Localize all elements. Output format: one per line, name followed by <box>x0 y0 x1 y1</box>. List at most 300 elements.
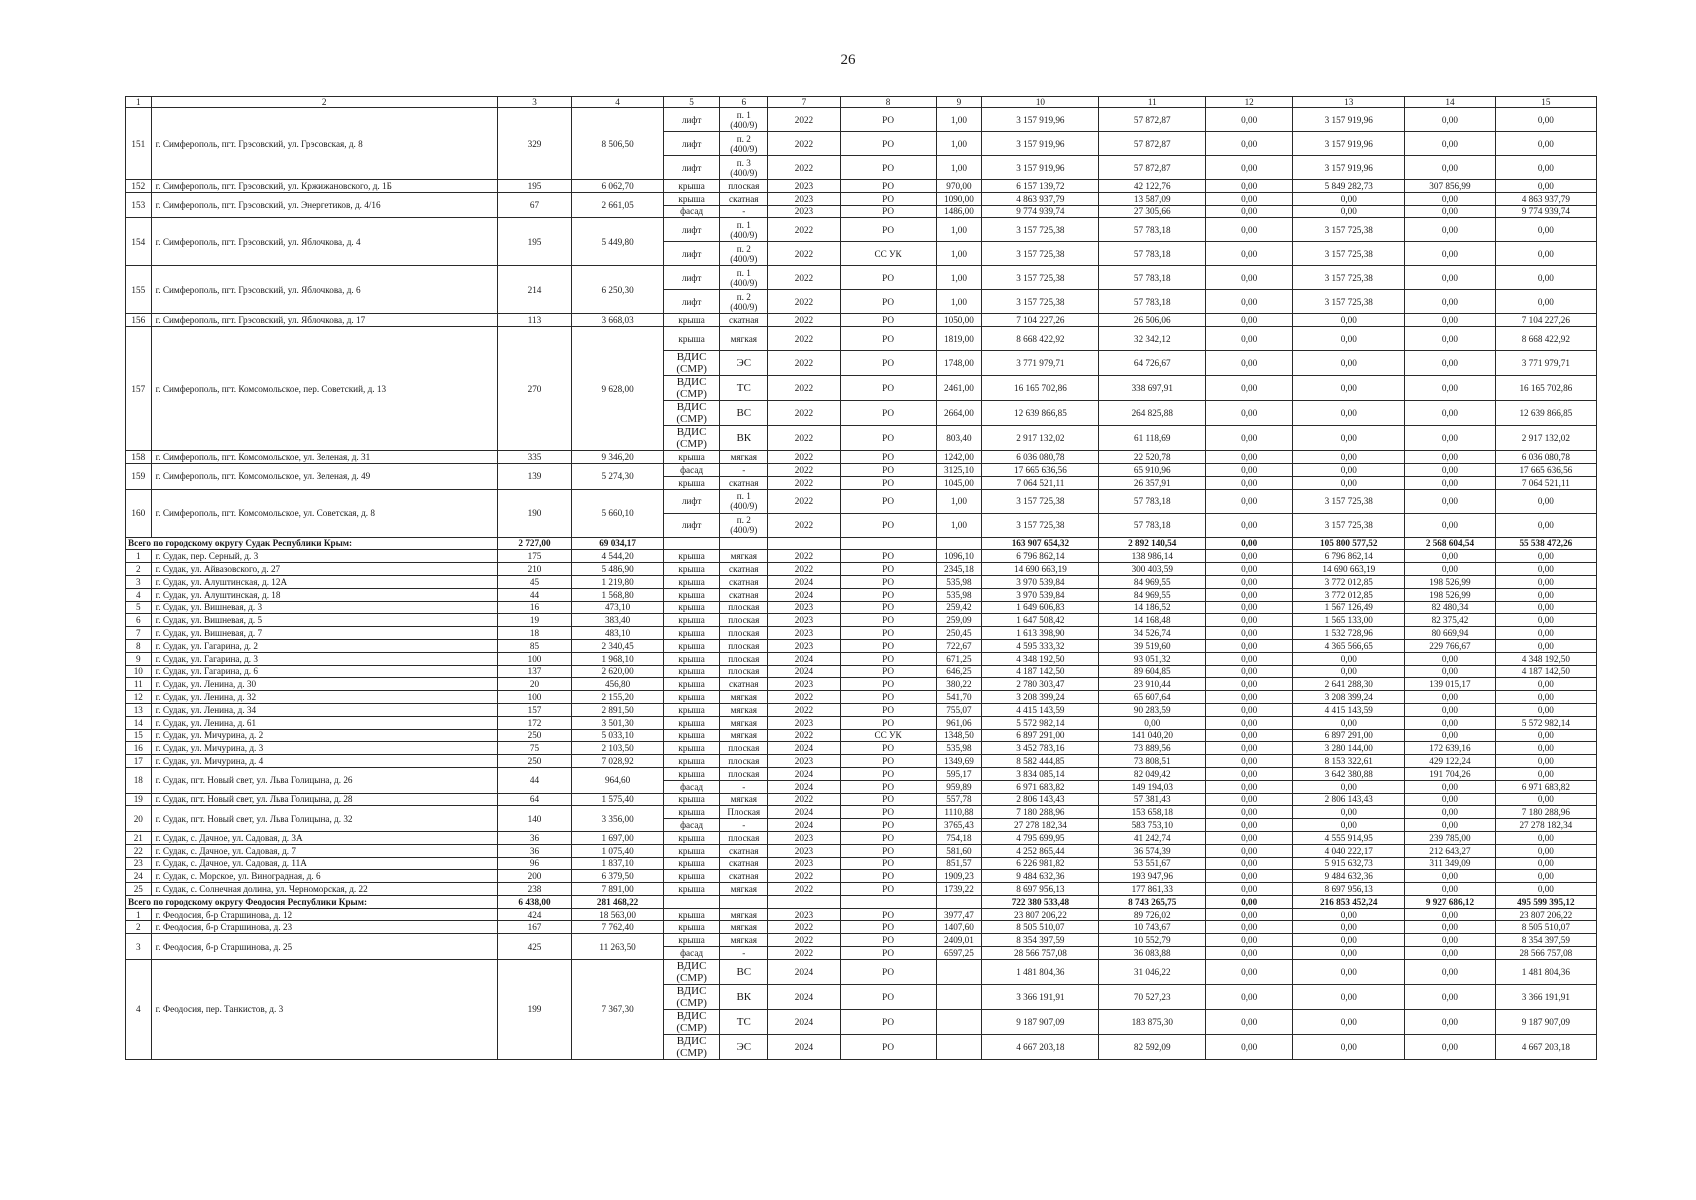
table-cell: 13 <box>126 703 152 716</box>
table-cell: РО <box>840 639 936 652</box>
table-cell: 2023 <box>768 844 840 857</box>
table-cell: 0,00 <box>1405 1034 1496 1059</box>
table-cell: 1 <box>126 550 152 563</box>
table-cell: 3 157 919,96 <box>1293 108 1405 132</box>
table-cell: 0,00 <box>1293 451 1405 464</box>
table-cell: 0,00 <box>1495 563 1596 576</box>
table-cell: РО <box>840 806 936 819</box>
table-cell: 0,00 <box>1206 627 1293 640</box>
table-cell: 335 <box>497 451 572 464</box>
table-cell: 2023 <box>768 857 840 870</box>
table-cell: 0,00 <box>1206 780 1293 793</box>
table-cell: 2022 <box>768 314 840 327</box>
table-cell: 2022 <box>768 376 840 401</box>
column-number-row <box>126 97 1597 108</box>
table-cell: 57 783,18 <box>1099 218 1206 242</box>
table-cell: г. Симферополь, пгт. Грэсовский, ул. Энергетиков, д. 4/16 <box>151 192 497 218</box>
table-cell: 8 505 510,07 <box>982 921 1099 934</box>
table-cell: п. 1 (400/9) <box>720 266 768 290</box>
table-cell: ВДИС (СМР) <box>663 401 719 426</box>
table-cell: РО <box>840 376 936 401</box>
table-cell: 139 <box>497 463 572 489</box>
district-total-label: Всего по городскому округу Судак Республики Крым: <box>126 537 498 550</box>
table-cell: 14 186,52 <box>1099 601 1206 614</box>
table-cell: г. Симферополь, пгт. Комсомольское, ул. Зеленая, д. 49 <box>151 463 497 489</box>
table-cell: 154 <box>126 218 152 266</box>
table-cell: 158 <box>126 451 152 464</box>
table-cell: 5 <box>126 601 152 614</box>
table-cell: 0,00 <box>1206 819 1293 832</box>
table-cell: 2 641 288,30 <box>1293 678 1405 691</box>
table-cell: крыша <box>663 639 719 652</box>
table-cell: РО <box>840 401 936 426</box>
table-cell: 57 381,43 <box>1099 793 1206 806</box>
table-cell: скатная <box>720 314 768 327</box>
table-cell: 1348,50 <box>936 729 982 742</box>
table-cell: 2 806 143,43 <box>982 793 1099 806</box>
table-cell: 0,00 <box>1206 755 1293 768</box>
table-cell: 754,18 <box>936 831 982 844</box>
table-cell: ТС <box>720 1009 768 1034</box>
table-cell: РО <box>840 908 936 921</box>
table-cell: 3 642 380,88 <box>1293 767 1405 780</box>
table-cell: 36 <box>497 844 572 857</box>
table-cell: 9 484 632,36 <box>982 870 1099 883</box>
table-cell: 8 697 956,13 <box>982 883 1099 896</box>
table-cell: 2024 <box>768 959 840 984</box>
table-cell: 4 <box>126 588 152 601</box>
table-cell: 45 <box>497 575 572 588</box>
table-cell <box>936 1009 982 1034</box>
table-cell: 20 <box>126 806 152 832</box>
table-cell: 139 015,17 <box>1405 678 1496 691</box>
table-cell: 270 <box>497 327 572 451</box>
table-cell: 0,00 <box>1495 266 1596 290</box>
table-cell: 8 668 422,92 <box>1495 327 1596 351</box>
table-cell: 1,00 <box>936 290 982 314</box>
table-cell: 2022 <box>768 218 840 242</box>
table-cell: 82 375,42 <box>1405 614 1496 627</box>
table-cell: 2022 <box>768 401 840 426</box>
capital-repair-table <box>125 96 1597 1060</box>
table-cell: 0,00 <box>1405 401 1496 426</box>
table-cell: 3 157 725,38 <box>982 218 1099 242</box>
table-cell: 27 305,66 <box>1099 205 1206 218</box>
table-cell: 100 <box>497 652 572 665</box>
table-cell: 0,00 <box>1495 755 1596 768</box>
table-cell: 9 628,00 <box>572 327 664 451</box>
table-cell: 0,00 <box>1495 614 1596 627</box>
table-cell: 4 187 142,50 <box>982 665 1099 678</box>
table-cell: 0,00 <box>1206 691 1293 704</box>
table-cell: 1242,00 <box>936 451 982 464</box>
table-cell: мягкая <box>720 327 768 351</box>
table-cell: 8 153 322,61 <box>1293 755 1405 768</box>
table-cell: РО <box>840 550 936 563</box>
total-cell: 495 599 395,12 <box>1495 895 1596 908</box>
table-cell: 0,00 <box>1405 426 1496 451</box>
table-cell: 4 863 937,79 <box>982 192 1099 205</box>
table-row <box>126 883 1597 896</box>
table-cell: Плоская <box>720 806 768 819</box>
table-cell: крыша <box>663 755 719 768</box>
table-cell <box>936 984 982 1009</box>
table-cell: крыша <box>663 563 719 576</box>
table-cell: 0,00 <box>1293 376 1405 401</box>
table-cell: 0,00 <box>1405 665 1496 678</box>
table-cell: 0,00 <box>1405 314 1496 327</box>
table-cell: ВДИС (СМР) <box>663 376 719 401</box>
total-cell: 281 468,22 <box>572 895 664 908</box>
table-cell: г. Феодосия, б-р Старшинова, д. 25 <box>151 934 497 960</box>
table-cell: 7 028,92 <box>572 755 664 768</box>
table-cell: 0,00 <box>1206 639 1293 652</box>
table-cell: 7 064 521,11 <box>982 476 1099 489</box>
table-cell: 0,00 <box>1495 550 1596 563</box>
table-cell: РО <box>840 180 936 193</box>
table-cell: 3 157 725,38 <box>1293 266 1405 290</box>
table-cell: плоская <box>720 831 768 844</box>
table-cell: 0,00 <box>1495 691 1596 704</box>
table-cell: 3 366 191,91 <box>1495 984 1596 1009</box>
table-cell: мягкая <box>720 908 768 921</box>
table-cell: РО <box>840 934 936 947</box>
table-cell: 535,98 <box>936 575 982 588</box>
table-cell: 13 587,09 <box>1099 192 1206 205</box>
table-cell: 0,00 <box>1293 934 1405 947</box>
table-cell: - <box>720 947 768 960</box>
table-cell: 18 <box>497 627 572 640</box>
table-cell: 0,00 <box>1206 588 1293 601</box>
table-cell: 89 604,85 <box>1099 665 1206 678</box>
table-cell: мягкая <box>720 550 768 563</box>
table-cell: 67 <box>497 192 572 218</box>
table-cell: 0,00 <box>1293 1009 1405 1034</box>
table-cell: 0,00 <box>1405 806 1496 819</box>
table-cell: 3125,10 <box>936 463 982 476</box>
table-cell: 0,00 <box>1405 205 1496 218</box>
table-cell: 0,00 <box>1495 218 1596 242</box>
table-cell: 3 157 725,38 <box>982 513 1099 537</box>
table-cell: 0,00 <box>1206 314 1293 327</box>
table-cell: 11 <box>126 678 152 691</box>
table-cell: РО <box>840 755 936 768</box>
table-row <box>126 588 1597 601</box>
table-cell: 157 <box>126 327 152 451</box>
table-cell: лифт <box>663 266 719 290</box>
table-cell: 9 187 907,09 <box>1495 1009 1596 1034</box>
table-cell: крыша <box>663 767 719 780</box>
table-cell: г. Симферополь, пгт. Грэсовский, ул. Яблочкова, д. 6 <box>151 266 497 314</box>
table-cell: 0,00 <box>1206 290 1293 314</box>
table-cell: 0,00 <box>1206 132 1293 156</box>
table-cell: 1486,00 <box>936 205 982 218</box>
table-cell: 2022 <box>768 266 840 290</box>
table-cell: 964,60 <box>572 767 664 793</box>
table-cell: 9 346,20 <box>572 451 664 464</box>
table-cell: ВДИС (СМР) <box>663 351 719 376</box>
table-cell: 193 947,96 <box>1099 870 1206 883</box>
table-row <box>126 489 1597 513</box>
table-cell: п. 2 (400/9) <box>720 290 768 314</box>
total-cell: 722 380 533,48 <box>982 895 1099 908</box>
table-cell: г. Судак, с. Дачное, ул. Садовая, д. 3А <box>151 831 497 844</box>
table-cell: 0,00 <box>1293 819 1405 832</box>
table-cell: 65 910,96 <box>1099 463 1206 476</box>
table-cell: 0,00 <box>1293 327 1405 351</box>
table-cell: плоская <box>720 742 768 755</box>
table-cell: РО <box>840 1034 936 1059</box>
table-cell: 36 574,39 <box>1099 844 1206 857</box>
table-cell: 44 <box>497 767 572 793</box>
table-cell: ВК <box>720 426 768 451</box>
table-cell: 7 891,00 <box>572 883 664 896</box>
table-cell: г. Судак, пгт. Новый свет, ул. Льва Голицына, д. 28 <box>151 793 497 806</box>
table-cell: ЭС <box>720 1034 768 1059</box>
table-cell: 4 415 143,59 <box>1293 703 1405 716</box>
table-cell: 1 697,00 <box>572 831 664 844</box>
table-cell: 581,60 <box>936 844 982 857</box>
table-cell: 0,00 <box>1495 831 1596 844</box>
table-cell: мягкая <box>720 691 768 704</box>
table-cell: 2 917 132,02 <box>982 426 1099 451</box>
table-cell: 9 774 939,74 <box>982 205 1099 218</box>
table-cell: 1 567 126,49 <box>1293 601 1405 614</box>
table-cell: 1 575,40 <box>572 793 664 806</box>
table-row <box>126 614 1597 627</box>
table-cell: РО <box>840 984 936 1009</box>
table-cell: 3 970 539,84 <box>982 575 1099 588</box>
table-cell: РО <box>840 780 936 793</box>
table-cell: 2 620,00 <box>572 665 664 678</box>
table-cell: скатная <box>720 857 768 870</box>
table-cell: 5 572 982,14 <box>982 716 1099 729</box>
table-cell: 75 <box>497 742 572 755</box>
table-cell: 535,98 <box>936 588 982 601</box>
table-cell: 1045,00 <box>936 476 982 489</box>
table-cell: 31 046,22 <box>1099 959 1206 984</box>
table-cell: 0,00 <box>1495 639 1596 652</box>
table-cell: 1050,00 <box>936 314 982 327</box>
table-cell: 2022 <box>768 327 840 351</box>
table-cell: 380,22 <box>936 678 982 691</box>
table-cell: 583 753,10 <box>1099 819 1206 832</box>
table-cell: 0,00 <box>1206 857 1293 870</box>
table-cell: 0,00 <box>1206 1009 1293 1034</box>
table-cell: г. Судак, с. Морское, ул. Виноградная, д. 6 <box>151 870 497 883</box>
column-number: 1 <box>126 97 152 108</box>
table-cell <box>936 959 982 984</box>
table-cell: крыша <box>663 451 719 464</box>
total-cell: 69 034,17 <box>572 537 664 550</box>
table-cell: 2023 <box>768 180 840 193</box>
table-cell: 0,00 <box>1405 691 1496 704</box>
table-row <box>126 451 1597 464</box>
table-cell: 25 <box>126 883 152 896</box>
table-cell: 0,00 <box>1206 376 1293 401</box>
table-cell: скатная <box>720 870 768 883</box>
table-cell: 6 379,50 <box>572 870 664 883</box>
table-cell: г. Судак, ул. Ленина, д. 34 <box>151 703 497 716</box>
table-cell: 140 <box>497 806 572 832</box>
table-cell: 4 040 222,17 <box>1293 844 1405 857</box>
table-cell: 153 <box>126 192 152 218</box>
table-row <box>126 959 1597 984</box>
table-cell: 64 <box>497 793 572 806</box>
table-cell: 0,00 <box>1405 242 1496 266</box>
table-cell: 137 <box>497 665 572 678</box>
table-cell: крыша <box>663 716 719 729</box>
table-cell: 0,00 <box>1405 550 1496 563</box>
table-cell: 5 915 632,73 <box>1293 857 1405 870</box>
table-cell: 0,00 <box>1206 463 1293 476</box>
table-cell: РО <box>840 831 936 844</box>
table-cell: г. Симферополь, пгт. Комсомольское, ул. Зеленая, д. 31 <box>151 451 497 464</box>
table-cell: РО <box>840 463 936 476</box>
table-row <box>126 652 1597 665</box>
table-cell: 2024 <box>768 665 840 678</box>
table-cell: 57 783,18 <box>1099 513 1206 537</box>
table-row <box>126 767 1597 780</box>
table-cell: 32 342,12 <box>1099 327 1206 351</box>
total-cell: 2 727,00 <box>497 537 572 550</box>
table-cell <box>936 1034 982 1059</box>
table-cell: 4 <box>126 959 152 1059</box>
table-cell: 0,00 <box>1206 806 1293 819</box>
table-cell: 6 971 683,82 <box>1495 780 1596 793</box>
table-cell: крыша <box>663 857 719 870</box>
total-cell <box>663 895 719 908</box>
table-cell: г. Судак, ул. Мичурина, д. 3 <box>151 742 497 755</box>
table-cell: 0,00 <box>1495 601 1596 614</box>
table-cell: РО <box>840 665 936 678</box>
table-cell: 73 808,51 <box>1099 755 1206 768</box>
table-cell: 1819,00 <box>936 327 982 351</box>
table-cell: 12 <box>126 691 152 704</box>
table-cell: г. Симферополь, пгт. Грэсовский, ул. Грэсовская, д. 8 <box>151 108 497 180</box>
column-number: 6 <box>720 97 768 108</box>
district-total-row <box>126 895 1597 908</box>
table-cell: ВДИС (СМР) <box>663 1009 719 1034</box>
table-cell: п. 2 (400/9) <box>720 513 768 537</box>
table-cell: ВДИС (СМР) <box>663 1034 719 1059</box>
table-cell: плоская <box>720 180 768 193</box>
table-cell: 2022 <box>768 426 840 451</box>
table-cell: 5 033,10 <box>572 729 664 742</box>
table-cell: 1,00 <box>936 108 982 132</box>
table-cell: 0,00 <box>1405 883 1496 896</box>
table-cell: крыша <box>663 678 719 691</box>
column-number: 9 <box>936 97 982 108</box>
table-cell: 6 971 683,82 <box>982 780 1099 793</box>
table-cell: г. Судак, с. Дачное, ул. Садовая, д. 7 <box>151 844 497 857</box>
table-cell: 159 <box>126 463 152 489</box>
table-cell: 172 639,16 <box>1405 742 1496 755</box>
column-number: 3 <box>497 97 572 108</box>
table-cell: 0,00 <box>1206 180 1293 193</box>
table-cell: 4 795 699,95 <box>982 831 1099 844</box>
total-cell <box>936 537 982 550</box>
table-cell: п. 2 (400/9) <box>720 132 768 156</box>
table-cell: г. Судак, ул. Мичурина, д. 4 <box>151 755 497 768</box>
table-cell: 3 157 725,38 <box>1293 290 1405 314</box>
table-cell: СС УК <box>840 242 936 266</box>
table-cell: 149 194,03 <box>1099 780 1206 793</box>
table-cell: 0,00 <box>1495 742 1596 755</box>
table-cell: 383,40 <box>572 614 664 627</box>
district-total-row <box>126 537 1597 550</box>
table-cell: 959,89 <box>936 780 982 793</box>
table-cell: 2022 <box>768 156 840 180</box>
table-cell: 1 481 804,36 <box>1495 959 1596 984</box>
table-cell: РО <box>840 489 936 513</box>
table-row <box>126 691 1597 704</box>
table-cell: 57 783,18 <box>1099 266 1206 290</box>
table-row <box>126 703 1597 716</box>
table-cell: РО <box>840 959 936 984</box>
table-cell: 3 157 919,96 <box>982 108 1099 132</box>
table-cell: 17 <box>126 755 152 768</box>
table-cell: 239 785,00 <box>1405 831 1496 844</box>
table-cell: крыша <box>663 934 719 947</box>
table-cell: РО <box>840 476 936 489</box>
table-cell: 0,00 <box>1405 451 1496 464</box>
table-cell: 0,00 <box>1293 314 1405 327</box>
table-cell: г. Судак, ул. Алуштинская, д. 12А <box>151 575 497 588</box>
table-cell: 199 <box>497 959 572 1059</box>
table-cell: 5 449,80 <box>572 218 664 266</box>
table-cell: 8 354 397,59 <box>982 934 1099 947</box>
table-cell: 646,25 <box>936 665 982 678</box>
table-cell: 0,00 <box>1206 742 1293 755</box>
table-cell: 3 157 725,38 <box>982 489 1099 513</box>
table-cell: крыша <box>663 729 719 742</box>
table-cell: 722,67 <box>936 639 982 652</box>
table-cell: крыша <box>663 742 719 755</box>
table-cell: РО <box>840 947 936 960</box>
table-cell: 1 568,80 <box>572 588 664 601</box>
table-cell: лифт <box>663 242 719 266</box>
table-cell: 0,00 <box>1206 767 1293 780</box>
table-cell: 0,00 <box>1405 513 1496 537</box>
table-cell: 259,42 <box>936 601 982 614</box>
table-row <box>126 639 1597 652</box>
table-cell: РО <box>840 451 936 464</box>
table-cell: 36 <box>497 831 572 844</box>
table-row <box>126 857 1597 870</box>
table-cell: 2 806 143,43 <box>1293 793 1405 806</box>
table-cell: РО <box>840 575 936 588</box>
total-cell <box>663 537 719 550</box>
table-cell: 0,00 <box>1206 844 1293 857</box>
column-number: 13 <box>1293 97 1405 108</box>
table-cell: 6 897 291,00 <box>982 729 1099 742</box>
table-cell: 2023 <box>768 639 840 652</box>
total-cell <box>936 895 982 908</box>
table-cell: 3 208 399,24 <box>1293 691 1405 704</box>
table-cell: 0,00 <box>1495 489 1596 513</box>
table-cell: 2023 <box>768 627 840 640</box>
table-cell: 8 697 956,13 <box>1293 883 1405 896</box>
table-cell: 0,00 <box>1206 451 1293 464</box>
table-cell: плоская <box>720 627 768 640</box>
table-cell: лифт <box>663 108 719 132</box>
table-cell: 2022 <box>768 691 840 704</box>
table-cell: фасад <box>663 205 719 218</box>
table-cell: 0,00 <box>1293 959 1405 984</box>
table-cell: 4 365 566,65 <box>1293 639 1405 652</box>
table-row <box>126 550 1597 563</box>
